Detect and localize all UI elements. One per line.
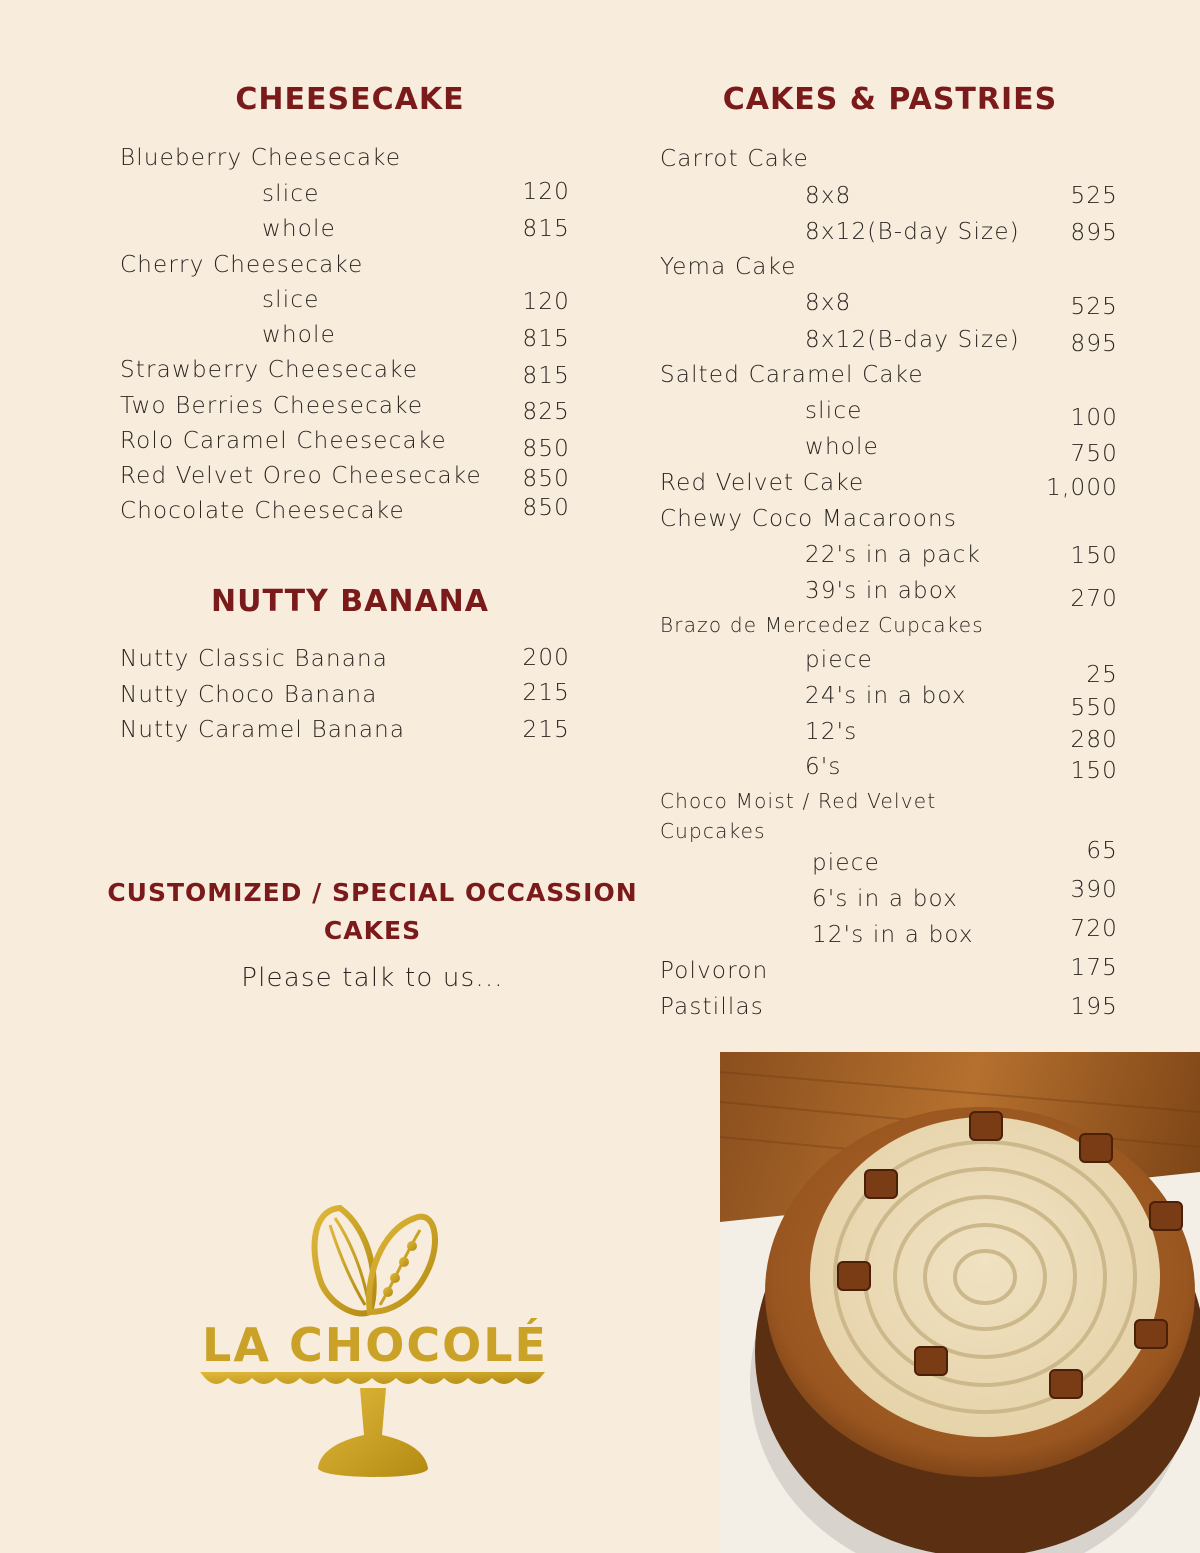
cakes-item-price: 525 [1070,294,1118,320]
cheesecake-item-name: Chocolate Cheesecake [120,498,405,524]
cheesecake-item-price: 815 [522,216,570,242]
cakes-item-name: Salted Caramel Cake [660,362,924,388]
cakes-item-name: Red Velvet Cake [660,470,865,496]
cakes-item-price: 895 [1070,331,1118,357]
cakes-item-sub: 22's in a pack [805,542,982,568]
nutty-banana-item-price: 215 [522,680,570,706]
cakes-item-price: 750 [1070,441,1118,467]
cakes-item-sub: piece [812,850,880,876]
cheesecake-item-name: Rolo Caramel Cheesecake [120,428,447,454]
cheesecake-item-price: 850 [522,495,570,521]
cheesecake-item-price: 120 [522,179,570,205]
special-cakes-heading-line2: CAKES [323,916,422,945]
cakes-item-price: 280 [1070,727,1118,753]
cheesecake-heading: CHEESECAKE [235,82,465,117]
cakes-item-name: Yema Cake [660,254,797,280]
cheesecake-item-name: Two Berries Cheesecake [120,393,424,419]
cakes-item-price: 270 [1070,586,1118,612]
cheesecake-item-price: 815 [522,363,570,389]
cake-photo [720,1052,1200,1553]
cakes-item-price: 195 [1070,994,1118,1020]
cakes-item-name: Choco Moist / Red Velvet [660,789,937,813]
cakes-item-price: 65 [1086,838,1118,864]
cakes-item-sub: slice [805,398,863,424]
cakes-item-name: Cupcakes [660,819,766,843]
cheesecake-item-price: 825 [522,399,570,425]
cakes-item-price: 895 [1070,220,1118,246]
cakes-item-name: Chewy Coco Macaroons [660,506,958,532]
cheesecake-item-name: Strawberry Cheesecake [120,357,419,383]
cakes-item-price: 550 [1070,695,1118,721]
cakes-item-sub: 6's in a box [812,886,958,912]
cheesecake-item-name: Cherry Cheesecake [120,252,364,278]
cakes-item-sub: 8x12(B-day Size) [805,219,1020,245]
cakes-item-price: 720 [1070,916,1118,942]
cakes-item-sub: whole [805,434,880,460]
cakes-item-price: 1,000 [1046,475,1118,501]
cakes-item-name: Brazo de Mercedez Cupcakes [660,613,984,637]
nutty-banana-item-name: Nutty Classic Banana [120,646,389,672]
cheesecake-item-price: 850 [522,436,570,462]
cakes-pastries-heading: CAKES & PASTRIES [722,82,1058,117]
special-cakes-note: Please talk to us... [241,963,504,993]
la-chocole-logo [190,1200,560,1490]
cheesecake-item-sub: whole [262,216,337,242]
cheesecake-item-sub: whole [262,322,337,348]
cakes-item-price: 150 [1070,543,1118,569]
cakes-item-price: 525 [1070,183,1118,209]
cakes-item-name: Polvoron [660,958,769,984]
cheesecake-item-name: Red Velvet Oreo Cheesecake [120,463,482,489]
cakes-item-name: Pastillas [660,994,764,1020]
cakes-item-sub: 24's in a box [805,683,967,709]
nutty-banana-item-name: Nutty Choco Banana [120,682,378,708]
cheesecake-item-price: 815 [522,326,570,352]
cakes-item-sub: 39's in abox [805,578,959,604]
cheesecake-item-sub: slice [262,287,320,313]
nutty-banana-item-price: 200 [522,645,570,671]
nutty-banana-heading: NUTTY BANANA [211,584,489,619]
nutty-banana-item-name: Nutty Caramel Banana [120,717,406,743]
cakes-item-price: 150 [1070,758,1118,784]
cheesecake-item-price: 850 [522,466,570,492]
cakes-item-sub: 6's [805,754,842,780]
cheesecake-item-price: 120 [522,289,570,315]
cakes-item-sub: 12's in a box [812,922,974,948]
cakes-item-sub: 12's [805,719,858,745]
logo-wordmark: LA CHOCOLÉ [202,1318,548,1372]
cakes-item-price: 175 [1070,955,1118,981]
cakes-item-price: 25 [1086,662,1118,688]
nutty-banana-item-price: 215 [522,717,570,743]
cakes-item-price: 100 [1070,405,1118,431]
cakes-item-sub: 8x8 [805,290,852,316]
cakes-item-sub: 8x8 [805,183,852,209]
cakes-item-name: Carrot Cake [660,146,809,172]
cakes-item-sub: 8x12(B-day Size) [805,327,1020,353]
cakes-item-price: 390 [1070,877,1118,903]
cheesecake-item-sub: slice [262,181,320,207]
cakes-item-sub: piece [805,647,873,673]
cheesecake-item-name: Blueberry Cheesecake [120,145,402,171]
special-cakes-heading-line1: CUSTOMIZED / SPECIAL OCCASSION [107,878,638,907]
